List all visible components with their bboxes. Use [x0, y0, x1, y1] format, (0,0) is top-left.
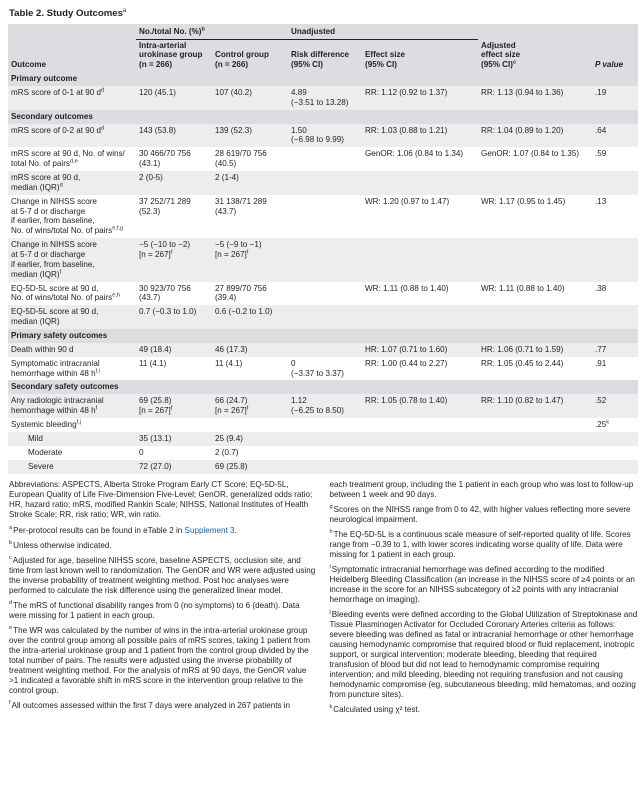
- cell-effect-size: [362, 305, 478, 329]
- cell-adjusted: [478, 238, 592, 281]
- section-header: [8, 329, 638, 343]
- cell-p-value: .64: [592, 124, 638, 148]
- cell-p-value: [592, 238, 638, 281]
- section-header: [8, 72, 638, 86]
- cell-arm2: 25 (9.4): [212, 432, 288, 446]
- footnote-marker: f: [95, 405, 98, 412]
- cell-outcome: mRS score of 0-2 at 90 $d^d$: [8, 124, 136, 148]
- cell-effect-size: RR: 1.05 (0.78 to 1.40): [362, 394, 478, 418]
- cell-arm1: 30 466/70 756 (43.1): [136, 147, 212, 171]
- cell-arm1: −5 (−10 to −2) [n = 267]$^f$: [136, 238, 212, 281]
- footnote-marker: b: [9, 539, 13, 546]
- cell-p-value: .38: [592, 282, 638, 306]
- header-arm2: Control group (n = 266): [212, 39, 288, 72]
- cell-adjusted: RR: 1.05 (0.45 to 2.44): [478, 357, 592, 381]
- footnotes-left-column: [9, 480, 318, 721]
- cell-arm1: 120 (45.1): [136, 86, 212, 110]
- cell-risk-difference: [288, 460, 362, 474]
- cell-arm2: 46 (17.3): [212, 343, 288, 357]
- table-row: [8, 305, 638, 329]
- header-adjusted: Adjusted effect size (95% CI)$^c$: [478, 39, 592, 72]
- section-label: Primary outcome: [8, 72, 638, 86]
- footnotes-right-column: [330, 480, 639, 721]
- table-row: [8, 432, 638, 446]
- section-label: Secondary safety outcomes: [8, 380, 638, 394]
- table-row: [8, 446, 638, 460]
- footnote-marker: d: [9, 600, 13, 607]
- cell-adjusted: RR: 1.13 (0.94 to 1.36): [478, 86, 592, 110]
- footnote-marker: f: [9, 700, 11, 707]
- cell-outcome: Any radiologic intracranial hemorrhage within 48 $h^f$: [8, 394, 136, 418]
- footnote-marker: d: [100, 87, 105, 94]
- table-title: [8, 6, 638, 24]
- cell-adjusted: RR: 1.10 (0.82 to 1.47): [478, 394, 592, 418]
- cell-risk-difference: [288, 305, 362, 329]
- footnote: $^f$All outcomes assessed within the first 7 days were analyzed in 267 patients in: [9, 700, 291, 711]
- cell-outcome: mRS score at 90 d, median (IQR)$^d$: [8, 171, 136, 195]
- footnote-marker: a: [122, 7, 127, 14]
- cell-p-value: [592, 305, 638, 329]
- cell-adjusted: [478, 460, 592, 474]
- cell-risk-difference: [288, 343, 362, 357]
- cell-adjusted: GenOR: 1.07 (0.84 to 1.35): [478, 147, 592, 171]
- footnote: $^i$Symptomatic intracranial hemorrhage was defined according to the modified Heidelberg Bleeding Classification (an increase in the NIHSS score of ≥4 points or an increase in the score for an NIHSS subcategory of ≥2 points with any intracranial hemorrhage on imaging).: [329, 564, 635, 604]
- footnote-marker: f,i: [95, 367, 100, 374]
- cell-effect-size: [362, 460, 478, 474]
- header-blank: [8, 24, 136, 39]
- cell-risk-difference: [288, 446, 362, 460]
- cell-arm1: 49 (18.4): [136, 343, 212, 357]
- header-risk-difference: Risk difference (95% CI): [288, 39, 362, 72]
- cell-adjusted: WR: 1.11 (0.88 to 1.40): [478, 282, 592, 306]
- cell-arm2: 66 (24.7) [n = 267]$^f$: [212, 394, 288, 418]
- cell-outcome: EQ-5D-5L score at 90 d, median (IQR): [8, 305, 136, 329]
- cell-p-value: .19: [592, 86, 638, 110]
- cell-arm1: 35 (13.1): [136, 432, 212, 446]
- footnote: $^c$Adjusted for age, baseline NIHSS score, baseline ASPECTS, occlusion site, and time from last known well to randomization. The GenOR and WR were adjusted using the inverse probability of treatment weighting method. Post hoc analyses were performed to calculate the risk difference using the generalized linear model.: [9, 555, 316, 595]
- cell-arm1: 30 923/70 756 (43.7): [136, 282, 212, 306]
- cell-risk-difference: [288, 432, 362, 446]
- cell-p-value: .91: [592, 357, 638, 381]
- cell-arm1: 2 (0-5): [136, 171, 212, 195]
- footnote-marker: h: [329, 528, 333, 535]
- cell-outcome: EQ-5D-5L score at 90 d, No. of wins/total No. of pairs$^{e,h}$: [8, 282, 136, 306]
- header-p-value: P value: [592, 39, 638, 72]
- footnote-marker: e: [9, 625, 13, 632]
- section-label: Secondary outcomes: [8, 110, 638, 124]
- cell-risk-difference: 1.12 (−6.25 to 8.50): [288, 394, 362, 418]
- cell-adjusted: [478, 446, 592, 460]
- cell-arm2: 11 (4.1): [212, 357, 288, 381]
- cell-effect-size: GenOR: 1.06 (0.84 to 1.34): [362, 147, 478, 171]
- abbreviations-note: Abbreviations: ASPECTS, Alberta Stroke Program Early CT Score; EQ-5D-5L, European Quality of Life Five-Dimension Five-Level; GenOR, generalized odds ratio; HR, hazard ratio; mRS, modified Rankin Scale; NIHSS, National Institutes of Health Stroke Scale; RR, risk ratio; WR, win ratio.: [9, 479, 313, 519]
- cell-outcome: Change in NIHSS score at 5-7 d or discharge if earlier, from baseline, No. of wins/total No. of pairs$^{e,f,g}$: [8, 195, 136, 238]
- cell-p-value: .13: [592, 195, 638, 238]
- footnote-marker: a: [9, 524, 13, 531]
- cell-effect-size: WR: 1.11 (0.88 to 1.40): [362, 282, 478, 306]
- cell-arm1: 143 (53.8): [136, 124, 212, 148]
- cell-arm1: 0.7 (−0.3 to 1.0): [136, 305, 212, 329]
- cell-effect-size: RR: 1.12 (0.92 to 1.37): [362, 86, 478, 110]
- cell-risk-difference: [288, 171, 362, 195]
- cell-risk-difference: [288, 418, 362, 432]
- cell-arm2: 2 (0.7): [212, 446, 288, 460]
- footnote-marker: i: [329, 564, 331, 571]
- header-group-counts: No./total No. (%)$^b$: [136, 24, 288, 39]
- footnote-marker: k: [329, 704, 333, 711]
- cell-effect-size: [362, 171, 478, 195]
- footnote-marker: d,e: [69, 158, 78, 165]
- cell-arm2: 31 138/71 289 (43.7): [212, 195, 288, 238]
- cell-effect-size: HR: 1.07 (0.71 to 1.60): [362, 343, 478, 357]
- footnote: $^d$The mRS of functional disability ranges from 0 (no symptoms) to 6 (death). Data were missing for 1 patient in each group.: [9, 600, 300, 620]
- table-row: [8, 171, 638, 195]
- cell-outcome: Death within 90 d: [8, 343, 136, 357]
- footnotes: [8, 480, 638, 721]
- table-row: [8, 282, 638, 306]
- table-row: [8, 394, 638, 418]
- cell-arm2: 107 (40.2): [212, 86, 288, 110]
- cell-risk-difference: 1.50 (−6.98 to 9.99): [288, 124, 362, 148]
- cell-effect-size: [362, 418, 478, 432]
- cell-p-value: .52: [592, 394, 638, 418]
- cell-risk-difference: [288, 147, 362, 171]
- cell-effect-size: RR: 1.00 (0.44 to 2.27): [362, 357, 478, 381]
- header-row-groups: [8, 24, 638, 39]
- cell-arm2: 27 899/70 756 (39.4): [212, 282, 288, 306]
- cell-adjusted: [478, 171, 592, 195]
- cell-arm2: [212, 418, 288, 432]
- table-row: [8, 357, 638, 381]
- table-row: [8, 418, 638, 432]
- header-arm1: Intra-arterial urokinase group (n = 266): [136, 39, 212, 72]
- cell-effect-size: RR: 1.03 (0.88 to 1.21): [362, 124, 478, 148]
- cell-adjusted: RR: 1.04 (0.89 to 1.20): [478, 124, 592, 148]
- table-row: [8, 238, 638, 281]
- footnote-marker: f: [246, 405, 249, 412]
- cell-outcome: Symptomatic intracranial hemorrhage within 48 $h^{f,i}$: [8, 357, 136, 381]
- header-effect-size: Effect size (95% CI): [362, 39, 478, 72]
- cell-risk-difference: 0 (−3.37 to 3.37): [288, 357, 362, 381]
- footnote: $^b$Unless otherwise indicated.: [9, 539, 112, 550]
- cell-effect-size: [362, 432, 478, 446]
- table-body: [8, 72, 638, 473]
- cell-arm1: [136, 418, 212, 432]
- cell-p-value: .25$^k$: [592, 418, 638, 432]
- table-row: [8, 124, 638, 148]
- cell-outcome: Moderate: [8, 446, 136, 460]
- supplement-link[interactable]: Supplement 3: [184, 525, 235, 535]
- section-label: Primary safety outcomes: [8, 329, 638, 343]
- table-row: [8, 195, 638, 238]
- footnote: $^e$The WR was calculated by the number of wins in the intra-arterial urokinase group over the control group among all possible pairs of mRS scores, taking 1 patient from the intra-arterial urokinase group and 1 patient from the control group divided by the total number of pairs. The results were adjusted using the inverse probability of treatment weighting method. For the analysis of mRS at 90 days, the GenOR value >1 indicated a favorable shift in mRS score in the intervention group relative to the control group.: [9, 625, 310, 696]
- cell-adjusted: [478, 432, 592, 446]
- cell-arm2: 2 (1-4): [212, 171, 288, 195]
- cell-effect-size: [362, 446, 478, 460]
- cell-arm1: 69 (25.8) [n = 267]$^f$: [136, 394, 212, 418]
- table-row: [8, 147, 638, 171]
- footnote-marker: g: [329, 503, 333, 510]
- table-title-text: Table 2. Study Outcomes: [9, 8, 123, 19]
- table-row: [8, 343, 638, 357]
- cell-p-value: [592, 460, 638, 474]
- table-row: [8, 460, 638, 474]
- footnote-marker: f: [170, 249, 173, 256]
- footnote-marker: e,h: [112, 292, 120, 299]
- cell-risk-difference: [288, 238, 362, 281]
- cell-arm1: 72 (27.0): [136, 460, 212, 474]
- cell-adjusted: [478, 418, 592, 432]
- cell-adjusted: HR: 1.06 (0.71 to 1.59): [478, 343, 592, 357]
- cell-arm2: 139 (52.3): [212, 124, 288, 148]
- cell-outcome: Change in NIHSS score at 5-7 d or discharge if earlier, from baseline, median (IQR)$^f$: [8, 238, 136, 281]
- cell-arm1: 0: [136, 446, 212, 460]
- cell-arm2: 0.6 (−0.2 to 1.0): [212, 305, 288, 329]
- footnote: $^k$Calculated using χ² test.: [329, 704, 420, 715]
- footnote-marker: j: [329, 609, 331, 616]
- table-row: [8, 86, 638, 110]
- footnote-marker: e,f,g: [112, 225, 124, 232]
- cell-outcome: mRS score of 0-1 at 90 $d^d$: [8, 86, 136, 110]
- cell-adjusted: WR: 1.17 (0.95 to 1.45): [478, 195, 592, 238]
- cell-effect-size: [362, 238, 478, 281]
- cell-outcome: Mild: [8, 432, 136, 446]
- outcomes-table: [8, 24, 638, 474]
- footnote: $^g$Scores on the NIHSS range from 0 to 42, with higher values reflecting more severe neurological impairment.: [329, 503, 631, 524]
- cell-p-value: [592, 171, 638, 195]
- header-row-columns: [8, 39, 638, 72]
- footnote: $^j$Bleeding events were defined according to the Global Utilization of Streptokinase and Tissue Plasminogen Activator for Occluded Coronary Arteries criteria as follows: severe bleeding was defined as fatal or intracranial hemorrhage or other hemorrhage causing hemodynamic compromise that required blood or fluid replacement, inotropic support, or surgical intervention; moderate bleeding, bleeding that required transfusion of blood but did not lead to hemodynamic compromise requiring intervention; and mild bleeding, bleeding not requiring transfusion and not causing hemodynamic compromise (eg, subcutaneous bleeding, mild hematomas, and oozing from puncture sites).: [329, 609, 638, 700]
- cell-risk-difference: [288, 282, 362, 306]
- cell-risk-difference: [288, 195, 362, 238]
- cell-adjusted: [478, 305, 592, 329]
- cell-p-value: [592, 446, 638, 460]
- header-outcome: Outcome: [8, 39, 136, 72]
- cell-arm2: 69 (25.8): [212, 460, 288, 474]
- footnote-marker: c: [9, 555, 12, 561]
- footnote: $^h$The EQ-5D-5L is a continuous scale measure of self-reported quality of life. Scores range from −0.39 to 1, with lower scores indicating worse quality of life. Data were missing for 1 patient in each group.: [329, 528, 631, 559]
- footnote-marker: k: [606, 419, 610, 426]
- cell-p-value: [592, 432, 638, 446]
- footnote-marker: f: [59, 269, 62, 276]
- footnote-marker: d: [59, 182, 63, 189]
- footnote: each treatment group, including the 1 patient in each group who was lost to follow-up between 1 week and 90 days.: [329, 479, 634, 499]
- footnote-marker: f: [246, 249, 249, 256]
- section-header: [8, 110, 638, 124]
- header-group-unadjusted: Unadjusted: [288, 24, 478, 39]
- cell-outcome: mRS score at 90 d, No. of wins/ total No. of pairs$^{d,e}$: [8, 147, 136, 171]
- footnote-marker: f,j: [76, 419, 82, 426]
- cell-arm1: 37 252/71 289 (52.3): [136, 195, 212, 238]
- cell-risk-difference: 4.89 (−3.51 to 13.28): [288, 86, 362, 110]
- section-header: [8, 380, 638, 394]
- footnote: $^a$Per-protocol results can be found in eTable 2 in Supplement 3.: [9, 524, 237, 535]
- cell-effect-size: WR: 1.20 (0.97 to 1.47): [362, 195, 478, 238]
- cell-outcome: Severe: [8, 460, 136, 474]
- cell-p-value: .77: [592, 343, 638, 357]
- cell-arm1: 11 (4.1): [136, 357, 212, 381]
- footnote-marker: f: [170, 405, 173, 412]
- cell-outcome: Systemic bleeding$^{f,j}$: [8, 418, 136, 432]
- footnote-marker: d: [100, 124, 105, 131]
- cell-arm2: 28 619/70 756 (40.5): [212, 147, 288, 171]
- cell-p-value: .59: [592, 147, 638, 171]
- cell-arm2: −5 (−9 to −1) [n = 267]$^f$: [212, 238, 288, 281]
